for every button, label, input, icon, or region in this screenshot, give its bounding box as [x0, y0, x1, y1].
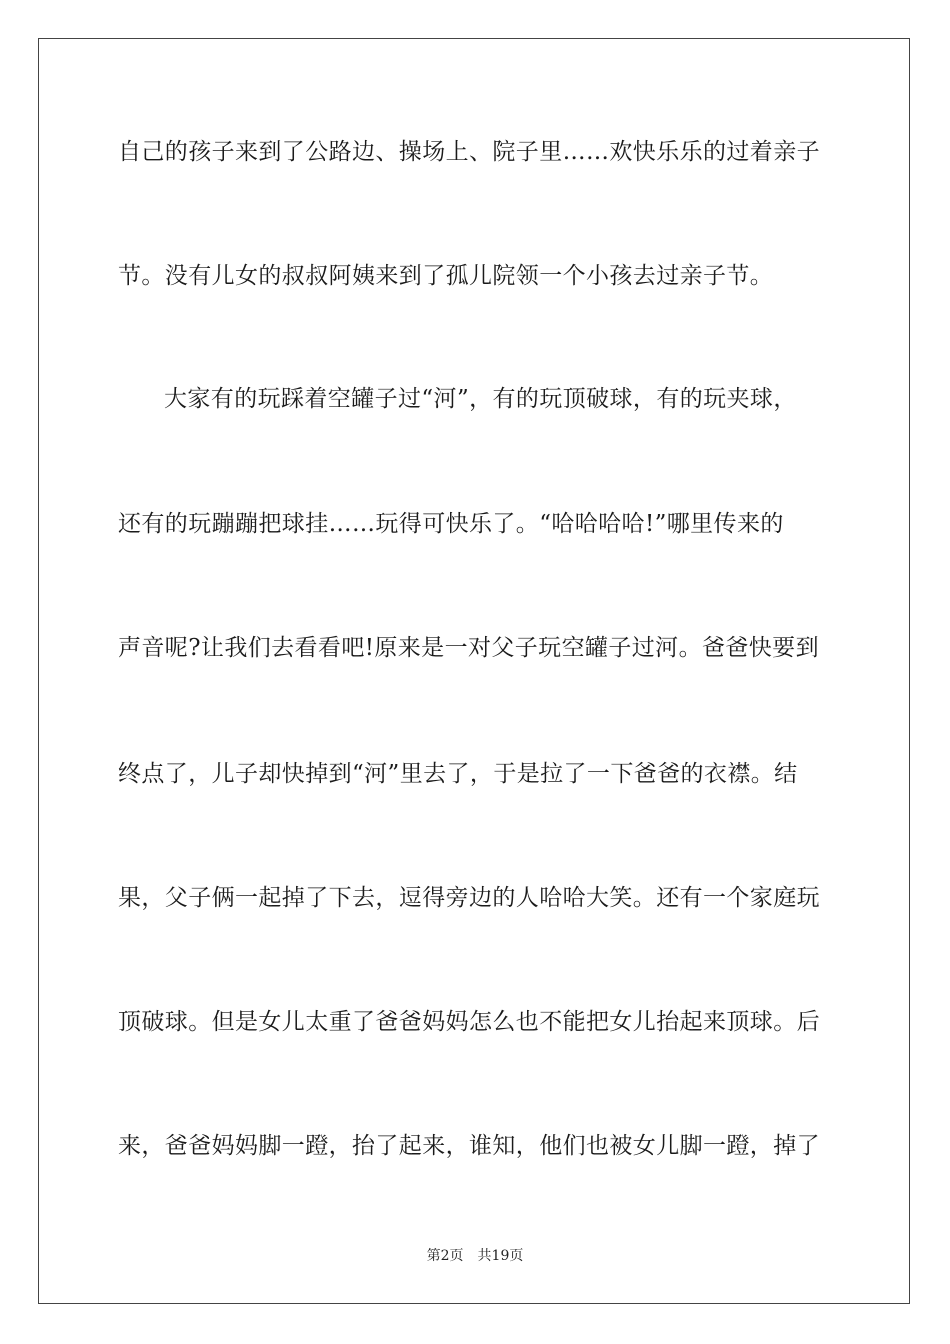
body-line-8: 顶破球。但是女儿太重了爸爸妈妈怎么也不能把女儿抬起来顶球。后 — [118, 1009, 820, 1035]
body-line-9: 来，爸爸妈妈脚一蹬，抬了起来，谁知，他们也被女儿脚一蹬，掉了 — [118, 1133, 820, 1159]
page-border — [38, 38, 910, 1304]
body-line-6: 终点了，儿子却快掉到“河”里去了，于是拉了一下爸爸的衣襟。结 — [118, 761, 798, 787]
page-footer — [0, 1246, 950, 1266]
page-number: 第2页 — [426, 1248, 464, 1264]
page-total: 共19页 — [477, 1248, 524, 1264]
body-line-3: 大家有的玩踩着空罐子过“河”，有的玩顶破球，有的玩夹球， — [164, 386, 797, 412]
body-line-2: 节。没有儿女的叔叔阿姨来到了孤儿院领一个小孩去过亲子节。 — [118, 263, 774, 289]
body-line-1: 自己的孩子来到了公路边、操场上、院子里……欢快乐乐的过着亲子 — [118, 139, 820, 165]
body-line-4: 还有的玩蹦蹦把球挂……玩得可快乐了。“哈哈哈哈!”哪里传来的 — [118, 511, 784, 537]
body-line-7: 果，父子俩一起掉了下去，逗得旁边的人哈哈大笑。还有一个家庭玩 — [118, 885, 820, 911]
body-line-5: 声音呢?让我们去看看吧!原来是一对父子玩空罐子过河。爸爸快要到 — [118, 635, 819, 661]
